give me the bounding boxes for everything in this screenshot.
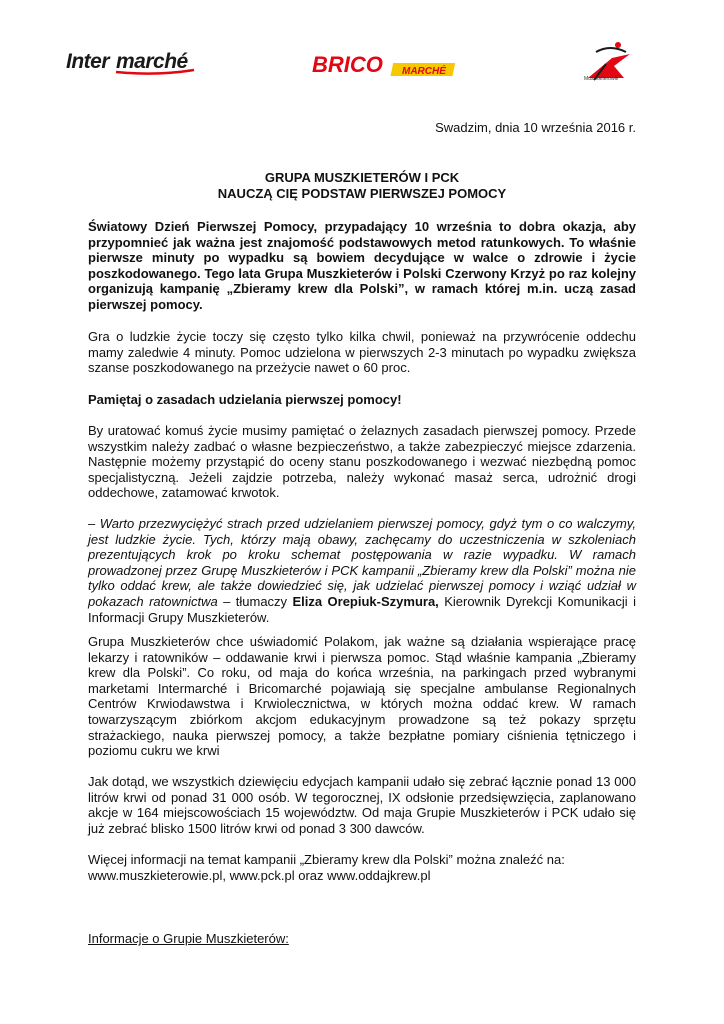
quote-author-role: Kierownik Dyrekcji Komunikacji i Informacji Grupy Muszkieterów. [88,593,636,625]
subheading: Pamiętaj o zasadach udzielania pierwszej pomocy! [88,392,402,407]
quote-text: – Warto przezwyciężyć strach przed udzielaniem pierwszej pomocy, gdyż tym o co walczymy, jest ludzkie życie. Tych, którzy mają obawy, zachęcamy do uczestniczenia w szkoleniach prezentujących krok po kroku schemat postępowania w razie wypadku. W ramach prowadzonej przez Grupę Muszkieterów i PCK kampanii „Zbieramy krew dla Polski” można nie tylko oddać krew, ale także dowiedzieć się, jak udzielać pierwszej pomocy i wziąć udział w pokazach ratownictwa [88,516,636,609]
document-title [88,170,636,202]
quote-paragraph [88,516,636,625]
place-date: Swadzim, dnia 10 września 2016 r. [435,120,636,135]
intermarche-logo [66,46,198,76]
paragraph-3: By uratować komuś życie musimy pamiętać o żelaznych zasadach pierwszej pomocy. Przede wszystkim należy zadbać o własne bezpieczeństwo, a także zabezpieczyć miejsce zdarzenia. Następnie możemy przystąpić do oceny stanu poszkodowanego i wezwać niezbędną pomoc specjalistyczną. Jeżeli zajdzie potrzeba, należy wykonać masaż serca, udrożnić drogi oddechowe, zatamować krwotok. [88,423,636,501]
paragraph-2: Gra o ludzkie życie toczy się często tylko kilka chwil, ponieważ na przywrócenie oddechu mamy zaledwie 4 minuty. Pomoc udzielona w pierwszych 2-3 minutach po wypadku zwiększa szanse poszkodowanego na przeżycie nawet o 60 proc. [88,329,636,376]
quote-author: Eliza Orepiuk-Szymura, [292,593,439,609]
svg-text:marché: marché [116,50,188,73]
title-line-1: GRUPA MUSZKIETERÓW I PCK [264,170,460,185]
lead-paragraph: Światowy Dzień Pierwszej Pomocy, przypadający 10 września to dobra okazja, aby przypomnieć jak ważna jest znajomość podstawowych metod ratunkowych. To właśnie pierwsze minuty po wypadku są bowiem decydujące w walce o zdrowie i życie poszkodowanego. Tego lata Grupa Muszkieterów i Polski Czerwony Krzyż po raz kolejny organizują kampanię „Zbieramy krew dla Polski”, w ramach której m.in. uczą zasad pierwszej pomocy. [88,219,636,312]
more-info-paragraph: Więcej informacji na temat kampanii „Zbieramy krew dla Polski” można znaleźć na: www.muszkieterowie.pl, www.pck.pl oraz www.oddajkrew.pl [88,852,565,883]
muszkieterowie-logo-text: Muszkieterowie [584,76,619,82]
title-line-2: NAUCZĄ CIĘ PODSTAW PIERWSZEJ POMOCY [217,186,507,201]
paragraph-6: Jak dotąd, we wszystkich dziewięciu edycjach kampanii udało się zebrać łącznie ponad 13 000 litrów krwi od ponad 31 000 osób. W tegorocznej, IX odsłonie przedsięwzięcia, zaplanowano akcje w 164 miejscowościach 15 województw. Od maja Grupie Muszkieterów i PCK udało się już zebrać blisko 1500 litrów krwi od ponad 3 300 dawców. [88,774,636,836]
svg-text:Inter: Inter [66,50,110,73]
bricomarche-logo [312,50,460,80]
info-heading: Informacje o Grupie Muszkieterów: [88,931,289,946]
quote-attribution: – tłumaczy [217,593,293,609]
svg-text:MARCHÉ: MARCHÉ [402,66,446,77]
svg-text:BRICO: BRICO [312,52,383,77]
paragraph-5: Grupa Muszkieterów chce uświadomić Polakom, jak ważne są działania wspierające pracę lekarzy i ratowników – oddawanie krwi i pierwsza pomoc. Stąd właśnie kampania „Zbieramy krew dla Polski”. Co roku, od maja do końca września, na parkingach przed wybranymi marketami Intermarché i Bricomarché pojawiają się specjalne ambulanse Regionalnych Centrów Krwiodawstwa i Krwiolecznictwa, w których można oddać krew. W ramach towarzyszącym zbiórkom akcjom edukacyjnym prowadzone są też pokazy sprzętu strażackiego, nauka pierwszej pomocy, a także bezpłatne pomiary ciśnienia tętniczego i poziomu cukru we krwi [88,634,636,759]
